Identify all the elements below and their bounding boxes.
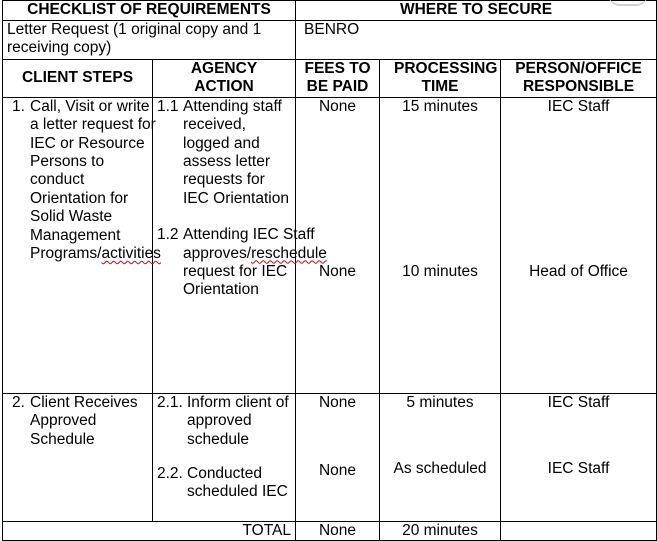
processing-time-cell [380, 393, 501, 521]
table-row [3, 393, 657, 521]
action-number: 1.2 [157, 226, 179, 244]
spacer [505, 116, 652, 263]
where-to-secure-header: WHERE TO SECURE [296, 1, 657, 21]
checklist-header: CHECKLIST OF REQUIREMENTS [3, 1, 296, 21]
action-number: 2.1. [157, 393, 183, 411]
fee-value: None [318, 97, 357, 115]
requirement-row [3, 21, 657, 60]
client-step-cell [3, 97, 161, 393]
spacer [505, 412, 652, 460]
spacer [157, 449, 291, 465]
client-step [12, 97, 161, 264]
total-label: TOTAL [153, 521, 296, 540]
column-header-row [3, 60, 657, 98]
fee-cell [296, 393, 380, 521]
action-text-tail: request for IEC Orientation [183, 263, 288, 299]
person-value: IEC Staff [547, 97, 610, 115]
citizen-charter-page [2, 0, 656, 541]
action-text: Conducted scheduled IEC [187, 465, 288, 501]
agency-action [157, 465, 291, 502]
total-row [3, 521, 657, 540]
action-text [183, 226, 327, 300]
spacer [384, 412, 496, 460]
requirement-text: Letter Request (1 original copy and 1 receiving copy) [3, 21, 296, 60]
step-text-main: Call, Visit or write a letter request for IEC or Resource Persons to conduct Orientation for Solid Waste Management Programs/ [30, 97, 156, 263]
client-step [12, 394, 148, 449]
processing-time-cell [380, 97, 501, 393]
action-text-main: Attending IEC Staff approves/ [183, 226, 315, 262]
step-number: 1. [12, 97, 25, 115]
step-text [30, 98, 161, 264]
header-row [3, 1, 657, 21]
agency-action-cell [153, 97, 327, 393]
processing-time-header: PROCESSING TIME [380, 60, 501, 98]
requirements-table [2, 0, 657, 541]
fee-value: None [318, 393, 357, 411]
fee-value: None [318, 263, 357, 281]
action-text-squiggly: reschedule [251, 244, 327, 262]
spacer [157, 208, 291, 226]
person-responsible-header: PERSON/OFFICE RESPONSIBLE [501, 60, 657, 98]
time-value: As scheduled [393, 460, 487, 478]
total-person [501, 521, 657, 540]
total-time: 20 minutes [380, 521, 501, 540]
step-text: Client Receives Approved Schedule [30, 393, 138, 448]
action-text: Attending staff received, logged and assess letter requests for IEC Orientation [183, 97, 289, 207]
time-value: 10 minutes [402, 263, 478, 281]
agency-action [157, 394, 291, 449]
person-value: Head of Office [529, 263, 628, 281]
client-steps-header [3, 60, 153, 98]
spacer [384, 116, 496, 263]
fees-header: FEES TO BE PAID [296, 60, 380, 98]
agency-action [157, 226, 327, 300]
person-value: IEC Staff [547, 393, 610, 411]
client-step-cell [3, 393, 153, 521]
step-text-squiggly: activities [101, 245, 161, 263]
agency-action-header: AGENCY ACTION [153, 60, 296, 98]
total-empty-cell [3, 521, 153, 540]
total-fee: None [296, 521, 380, 540]
client-steps-label: CLIENT STEPS [21, 69, 134, 87]
action-number: 2.2. [157, 465, 183, 483]
person-cell [501, 97, 657, 393]
spacer [300, 412, 375, 462]
time-value: 5 minutes [406, 393, 474, 411]
time-value: 15 minutes [402, 97, 478, 115]
step-number: 2. [12, 393, 25, 411]
person-value: IEC Staff [547, 460, 610, 478]
action-number: 1.1 [157, 97, 179, 115]
person-cell [501, 393, 657, 521]
agency-action-cell [153, 393, 296, 521]
requirement-where: BENRO [296, 21, 657, 60]
action-text: Inform client of approved schedule [187, 393, 289, 448]
agency-action [157, 98, 291, 208]
fee-value: None [318, 462, 357, 480]
table-row [3, 97, 657, 393]
